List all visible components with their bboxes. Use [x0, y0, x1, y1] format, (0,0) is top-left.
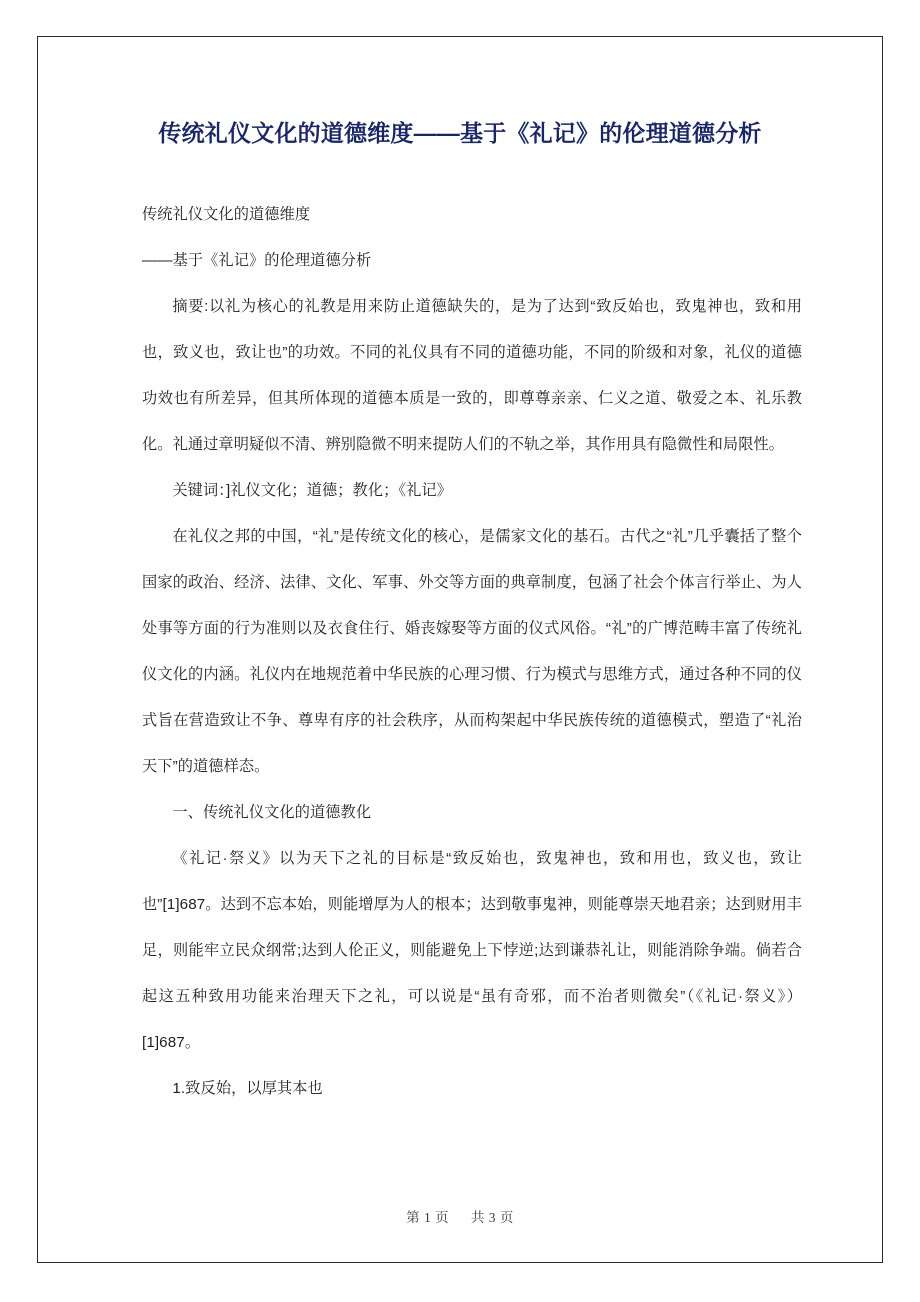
abstract: 摘要:以礼为核心的礼教是用来防止道德缺失的，是为了达到“致反始也，致鬼神也，致和用也，致义也，致让也”的功效。不同的礼仪具有不同的道德功能，不同的阶级和对象，礼仪的道德功效也有所差异，但其所体现的道德本质是一致的，即尊尊亲亲、仁义之道、敬爱之本、礼乐教化。礼通过章明疑似不清、辨别隐微不明来提防人们的不轨之举，其作用具有隐微性和局限性。 — [142, 298, 802, 453]
section-heading-1: 一、传统礼仪文化的道德教化 — [172, 804, 372, 821]
footer-total-pages: 3 — [488, 1210, 496, 1225]
page-footer — [38, 1206, 882, 1226]
intro: 在礼仪之邦的中国，“礼”是传统文化的核心，是儒家文化的基石。古代之“礼”几乎囊括了整个国家的政治、经济、法律、文化、军事、外交等方面的典章制度，包涵了社会个体言行举止、为人处事等方面的行为准则以及衣食住行、婚丧嫁娶等方面的仪式风俗。“礼”的广博范畴丰富了传统礼仪文化的内涵。礼仪内在地规范着中华民族的心理习惯、行为模式与思维方式，通过各种不同的仪式旨在营造致让不争、尊卑有序的社会秩序，从而构架起中华民族传统的道德模式，塑造了“礼治天下”的道德样态。 — [142, 528, 802, 775]
document-body — [142, 192, 802, 1112]
page-title: 传统礼仪文化的道德维度——基于《礼记》的伦理道德分析 — [158, 120, 762, 146]
footer-current-page: 1 — [424, 1210, 432, 1225]
keywords: 关键词：]礼仪文化；道德；教化；《礼记》 — [172, 482, 452, 499]
section-1-body: 《礼记·祭义》以为天下之礼的目标是“致反始也，致鬼神也，致和用也，致义也，致让也”[1]687。达到不忘本始，则能增厚为人的根本；达到敬事鬼神，则能尊崇天地君亲；达到财用丰足，则能牢立民众纲常;达到人伦正义，则能避免上下悖逆;达到谦恭礼让，则能消除争端。倘若合起这五种致用功能来治理天下之礼，可以说是“虽有奇邪，而不治者则微矣”（《礼记·祭义》）[1]687。 — [142, 850, 802, 1051]
footer-current-prefix: 第 — [406, 1210, 421, 1225]
document-page — [37, 36, 883, 1263]
footer-total-prefix: 共 — [470, 1210, 485, 1225]
subtitle-line-1: 传统礼仪文化的道德维度 — [142, 206, 311, 223]
footer-page-unit: 页 — [435, 1210, 450, 1225]
subsection-heading-1-1: 1.致反始，以厚其本也 — [172, 1080, 323, 1097]
footer-total-unit: 页 — [499, 1210, 514, 1225]
subtitle-line-2: ——基于《礼记》的伦理道德分析 — [142, 252, 372, 269]
